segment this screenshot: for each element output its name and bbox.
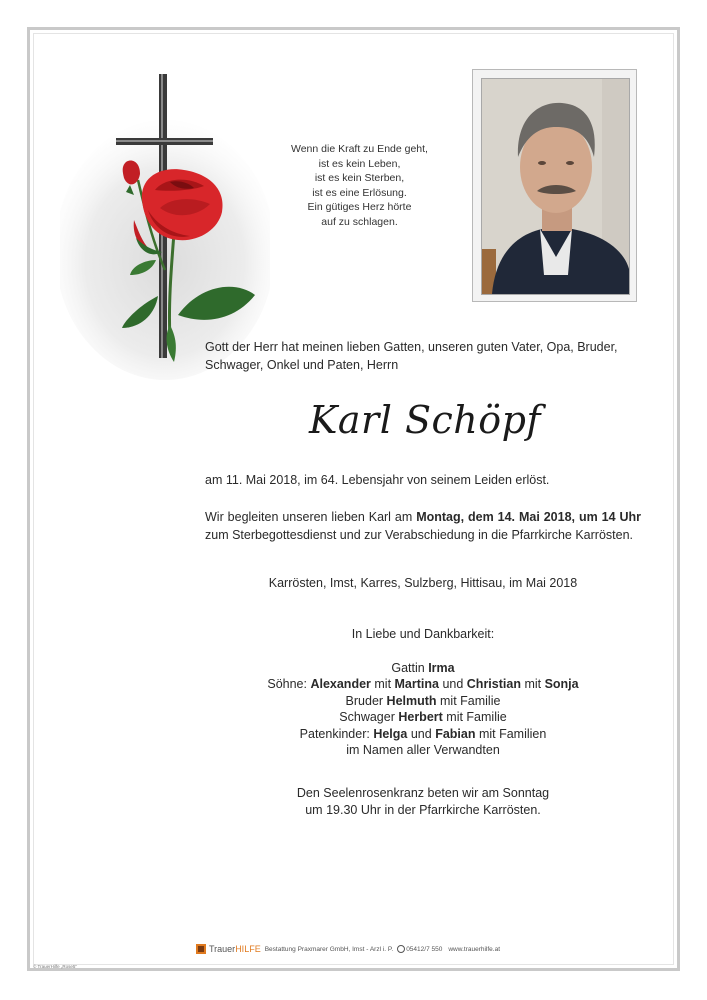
poem-line: auf zu schlagen.: [321, 215, 398, 228]
mourner-sons: Söhne: Alexander mit Martina und Christian mit Sonja: [267, 677, 579, 691]
ceremony-text: [205, 508, 641, 544]
mourner-relatives: im Namen aller Verwandten: [346, 743, 500, 757]
phone-number: 05412/7 550: [406, 945, 443, 953]
deceased-name: Karl Schöpf: [309, 398, 541, 442]
phone-icon: [397, 945, 405, 953]
copyright-note: © TrauerHilfe „Rose5“: [33, 964, 77, 969]
mourner-brother: Bruder Helmuth mit Familie: [345, 693, 501, 708]
mourner-brother-in-law: Schwager Herbert mit Familie: [339, 710, 507, 724]
memorial-poem: [262, 142, 457, 229]
death-notice: am 11. Mai 2018, im 64. Lebensjahr von seinem Leiden erlöst.: [205, 473, 550, 487]
company-info: Bestattung Praxmarer GmbH, Imst - Arzl i. P.: [264, 945, 394, 953]
poem-line: ist es kein Sterben,: [314, 172, 405, 184]
poem-line: ist es eine Erlösung.: [312, 186, 407, 199]
mourners-heading: In Liebe und Dankbarkeit:: [351, 627, 495, 641]
ceremony-date: Montag, dem 14. Mai 2018, um 14 Uhr: [416, 510, 641, 524]
mourner-godchildren: Patenkinder: Helga und Fabian mit Familien: [299, 726, 547, 741]
portrait-photo: [481, 78, 630, 295]
poem-line: Ein gütiges Herz hörte: [307, 201, 412, 213]
logo-text: Trauer: [209, 944, 236, 954]
portrait-photo-frame: [472, 69, 637, 302]
mourners-list: [205, 626, 641, 759]
rosary-notice: [205, 785, 641, 819]
footer: [196, 942, 500, 956]
ceremony-text-part: Wir begleiten unseren lieben Karl am: [205, 510, 417, 524]
places-date: Karrösten, Imst, Karres, Sulzberg, Hittisau, im Mai 2018: [268, 576, 578, 590]
trauerhilfe-logo-icon: [196, 944, 206, 954]
ceremony-text-part: zum Sterbegottesdienst und zur Verabschiedung in die Pfarrkirche Karrösten.: [205, 528, 634, 542]
rosary-line: um 19.30 Uhr in der Pfarrkirche Karrösten.: [305, 803, 541, 817]
website-link[interactable]: www.trauerhilfe.at: [448, 945, 501, 953]
intro-text: Gott der Herr hat meinen lieben Gatten, unseren guten Vater, Opa, Bruder, Schwager, Onkel und Paten, Herrn: [205, 340, 618, 372]
poem-line: ist es kein Leben,: [318, 157, 401, 170]
rosary-line: Den Seelenrosenkranz beten wir am Sonntag: [296, 786, 550, 800]
logo-text-accent: HILFE: [235, 944, 261, 954]
mourner-wife: Gattin Irma: [391, 660, 455, 675]
poem-line: Wenn die Kraft zu Ende geht,: [291, 143, 428, 155]
